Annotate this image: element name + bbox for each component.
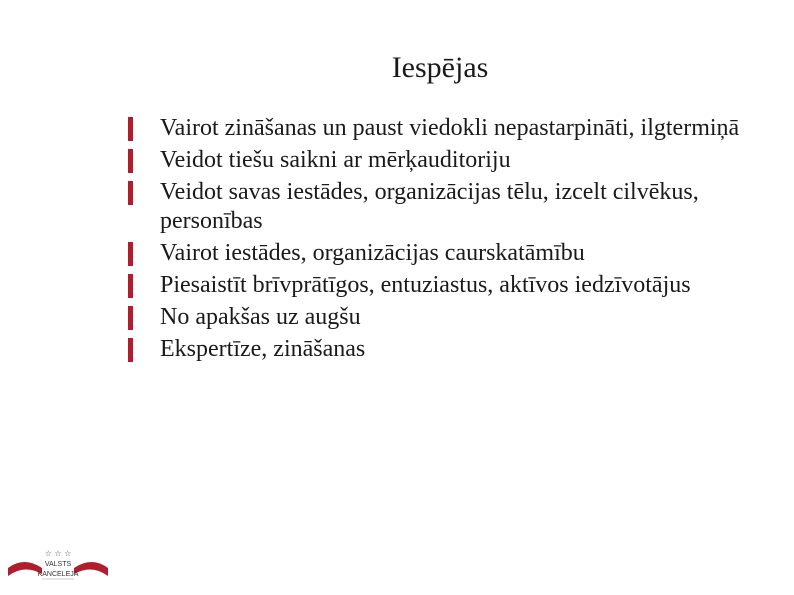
bullet-marker-icon: [128, 306, 133, 330]
logo-text-line2: KANCELEJA: [37, 571, 79, 578]
bullet-text: Piesaistīt brīvprātīgos, entuziastus, aktīvos iedzīvotājus: [160, 272, 691, 298]
svg-text:☆ ☆ ☆: ☆ ☆ ☆: [44, 549, 72, 558]
bullet-text: Veidot savas iestādes, organizācijas tēlu, izcelt cilvēkus, personības: [160, 179, 699, 234]
slide-title: Iespējas: [391, 51, 489, 84]
list-item: [128, 114, 748, 143]
bullet-text: Vairot iestādes, organizācijas caurskatāmību: [160, 240, 585, 266]
bullet-list: [128, 114, 748, 367]
bullet-text: Vairot zināšanas un paust viedokli nepastarpināti, ilgtermiņā: [160, 115, 740, 141]
list-item: [128, 303, 748, 332]
list-item: [128, 335, 748, 364]
bullet-marker-icon: [128, 117, 133, 141]
bullet-text: Veidot tiešu saikni ar mērķauditoriju: [160, 147, 511, 173]
bullet-marker-icon: [128, 242, 133, 266]
bullet-marker-icon: [128, 274, 133, 298]
list-item: [128, 178, 748, 236]
list-item: [128, 239, 748, 268]
bullet-text: No apakšas uz augšu: [160, 304, 361, 330]
bullet-text: Ekspertīze, zināšanas: [160, 336, 366, 362]
list-item: [128, 146, 748, 175]
logo-text-line1: VALSTS: [44, 561, 72, 568]
bullet-marker-icon: [128, 149, 133, 173]
bullet-marker-icon: [128, 338, 133, 362]
bullet-marker-icon: [128, 181, 133, 205]
list-item: [128, 271, 748, 300]
state-chancellery-logo-icon: [6, 544, 110, 586]
